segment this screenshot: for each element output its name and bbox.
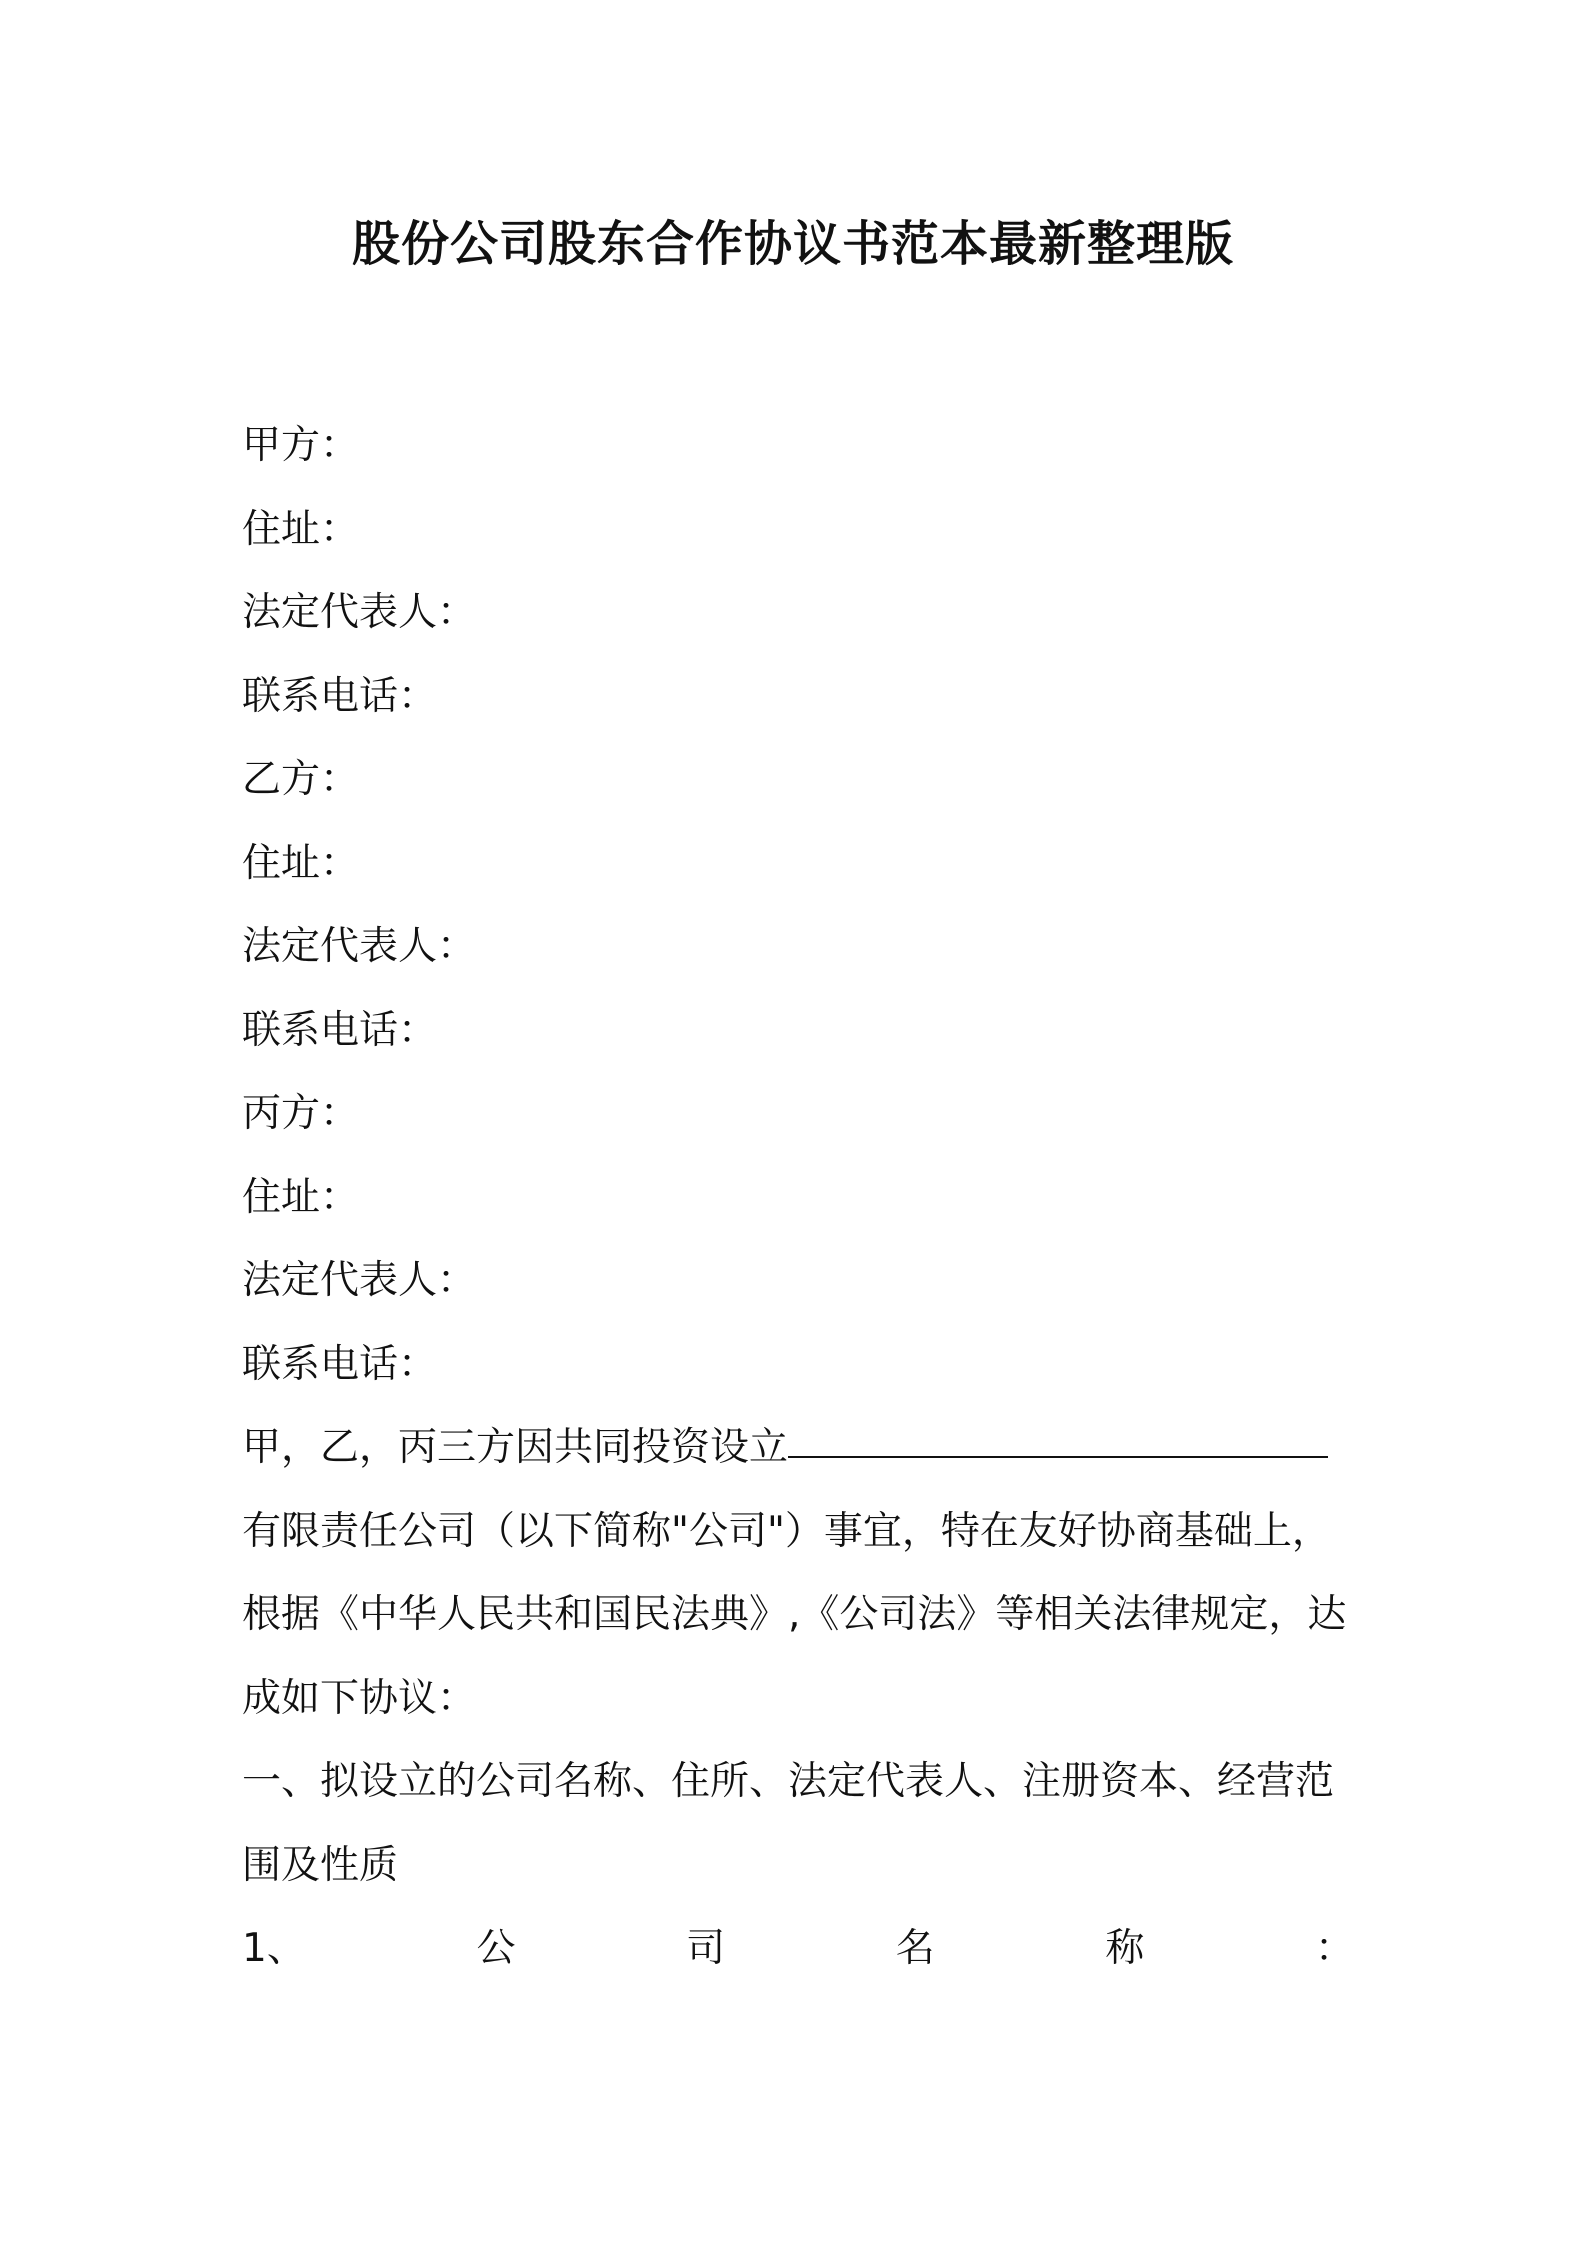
party-b-representative-label: 法定代表人：	[242, 924, 477, 969]
item-1-char-4: 称	[1105, 1926, 1145, 1971]
document-title: 股份公司股东合作协议书范本最新整理版	[351, 216, 1234, 272]
party-a-representative-label: 法定代表人：	[242, 590, 477, 635]
party-b-address-label: 住址：	[242, 840, 360, 886]
party-c-address-label: 住址：	[242, 1174, 360, 1220]
document-body	[242, 404, 1354, 1991]
section-1-heading-line-1: 一、拟设立的公司名称、住所、法定代表人、注册资本、经营范	[242, 1759, 1335, 1804]
item-1-char-5: ：	[1314, 1926, 1354, 1971]
section-1-heading-line-2: 围及性质	[242, 1842, 399, 1888]
item-1-char-3: 名	[895, 1926, 935, 1971]
preamble-text: 甲，乙，丙三方因共同投资设立	[242, 1425, 789, 1470]
party-a-name-label: 甲方：	[242, 423, 360, 468]
party-c-representative-label: 法定代表人：	[242, 1258, 477, 1303]
party-c-phone-label: 联系电话：	[242, 1341, 438, 1387]
party-a-phone-label: 联系电话：	[242, 673, 438, 719]
preamble-line-3: 根据《中华人民共和国民法典》,《公司法》等相关法律规定，达	[242, 1592, 1347, 1637]
preamble-line-2: 有限责任公司（以下简称"公司"）事宜，特在友好协商基础上，	[242, 1508, 1331, 1554]
party-b-phone-label: 联系电话：	[242, 1007, 438, 1053]
item-1-char-2: 司	[686, 1926, 726, 1971]
party-b-name-label: 乙方：	[242, 757, 360, 802]
preamble-line-1	[242, 1406, 1354, 1490]
company-name-blank	[788, 1416, 1328, 1458]
preamble-line-4: 成如下协议：	[242, 1675, 477, 1721]
item-1-company-name-line	[242, 1907, 1354, 1991]
party-a-address-label: 住址：	[242, 506, 360, 552]
party-c-name-label: 丙方：	[242, 1091, 360, 1136]
item-1-number: 1、	[242, 1926, 306, 1971]
item-1-char-1: 公	[476, 1926, 516, 1971]
